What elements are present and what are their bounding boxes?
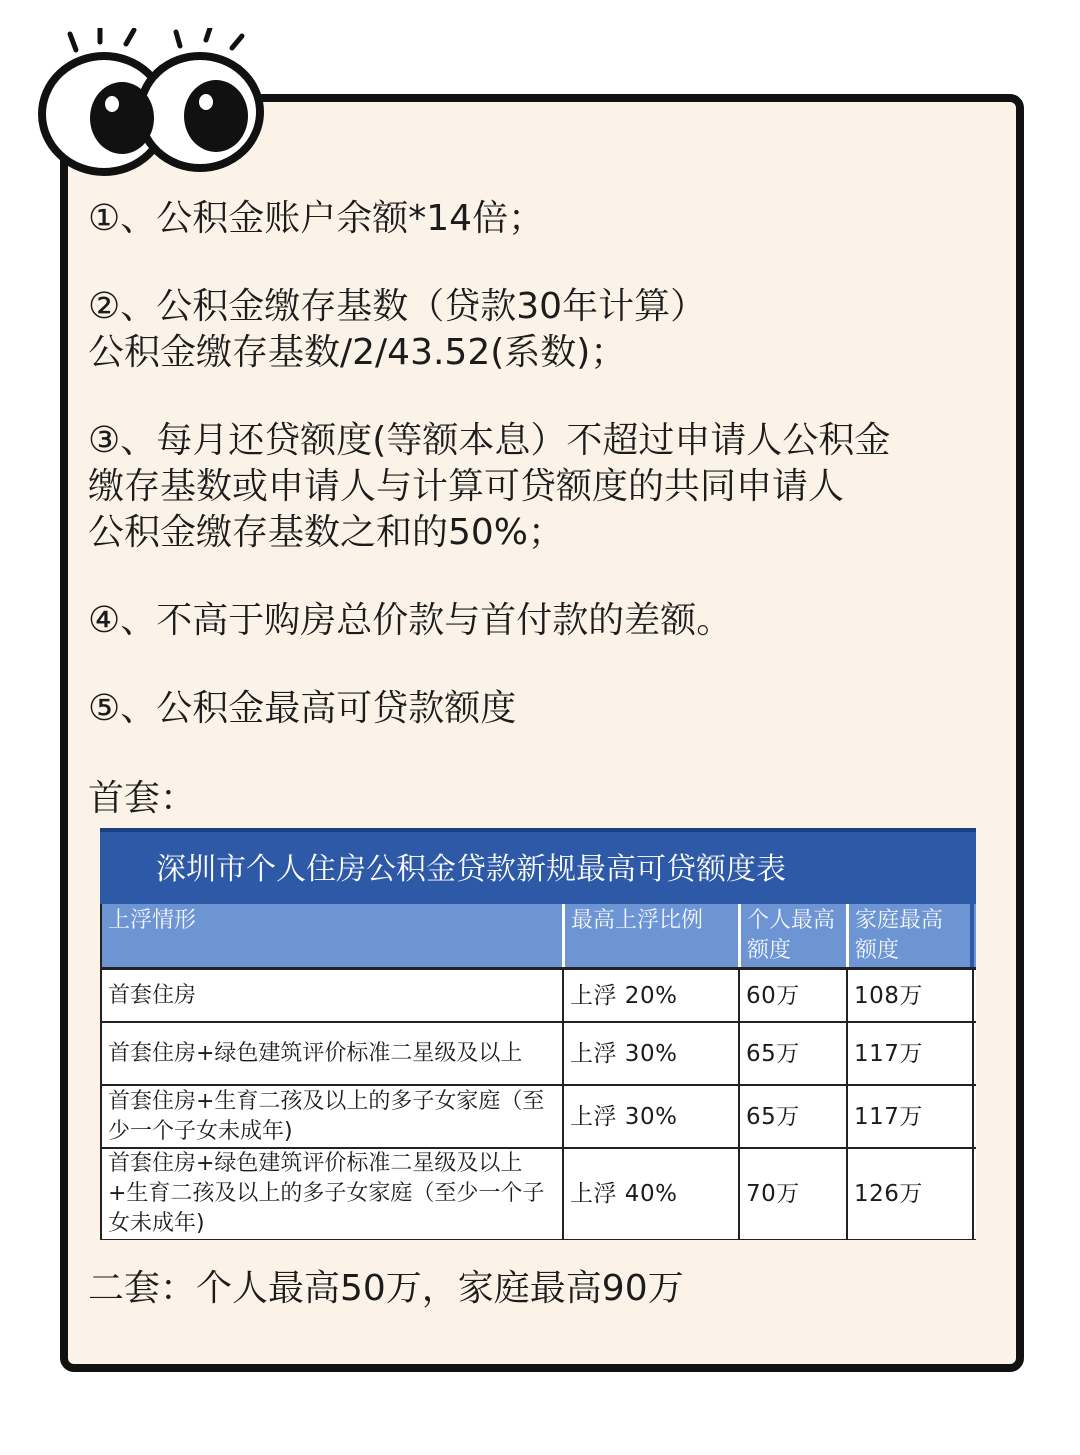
item-1: ①、公积金账户余额*14倍； [88, 198, 545, 239]
item-4: ④、不高于购房总价款与首付款的差额。 [88, 600, 733, 641]
table-header-cell: 最高上浮比例 [562, 904, 738, 967]
table-cell: 108万 [846, 970, 974, 1021]
item-2-line-1: ②、公积金缴存基数（贷款30年计算） [88, 286, 707, 327]
table-cell: 首套住房+绿色建筑评价标准二星级及以上 [100, 1023, 562, 1084]
table-row [100, 1086, 976, 1149]
table-row [100, 1149, 976, 1240]
table-header-cell: 个人最高额度 [738, 904, 846, 967]
table-cell: 117万 [846, 1086, 974, 1147]
table-title: 深圳市个人住房公积金贷款新规最高可贷额度表 [100, 828, 976, 904]
first-home-label: 首套： [88, 778, 197, 819]
table-cell: 117万 [846, 1023, 974, 1084]
item-3-line-3: 公积金缴存基数之和的50%； [88, 512, 565, 553]
table-header-cell: 上浮情形 [100, 904, 562, 967]
table-cell: 上浮 20% [562, 970, 738, 1021]
table-cell: 65万 [738, 1023, 846, 1084]
loan-limit-table [100, 828, 976, 1240]
table-row [100, 1023, 976, 1086]
table-cell: 60万 [738, 970, 846, 1021]
table-cell: 首套住房 [100, 970, 562, 1021]
table-header-cell: 家庭最高额度 [846, 904, 974, 967]
second-home-limit: 二套：个人最高50万，家庭最高90万 [88, 1268, 684, 1309]
table-cell: 上浮 30% [562, 1023, 738, 1084]
table-cell: 首套住房+生育二孩及以上的多子女家庭（至少一个子女未成年) [100, 1086, 562, 1147]
table-cell: 上浮 40% [562, 1149, 738, 1239]
item-5: ⑤、公积金最高可贷款额度 [88, 688, 517, 729]
table-cell: 126万 [846, 1149, 974, 1239]
item-3-line-1: ③、每月还贷额度(等额本息）不超过申请人公积金 [88, 420, 891, 461]
item-3-line-2: 缴存基数或申请人与计算可贷额度的共同申请人 [88, 466, 845, 507]
table-cell: 65万 [738, 1086, 846, 1147]
table-cell: 70万 [738, 1149, 846, 1239]
table-header-row [100, 904, 976, 970]
cartoon-eyes-icon [30, 28, 270, 178]
item-2-line-2: 公积金缴存基数/2/43.52(系数)； [88, 332, 627, 373]
table-cell: 首套住房+绿色建筑评价标准二星级及以上+生育二孩及以上的多子女家庭（至少一个子女未成年) [100, 1149, 562, 1239]
table-row [100, 970, 976, 1023]
table-cell: 上浮 30% [562, 1086, 738, 1147]
